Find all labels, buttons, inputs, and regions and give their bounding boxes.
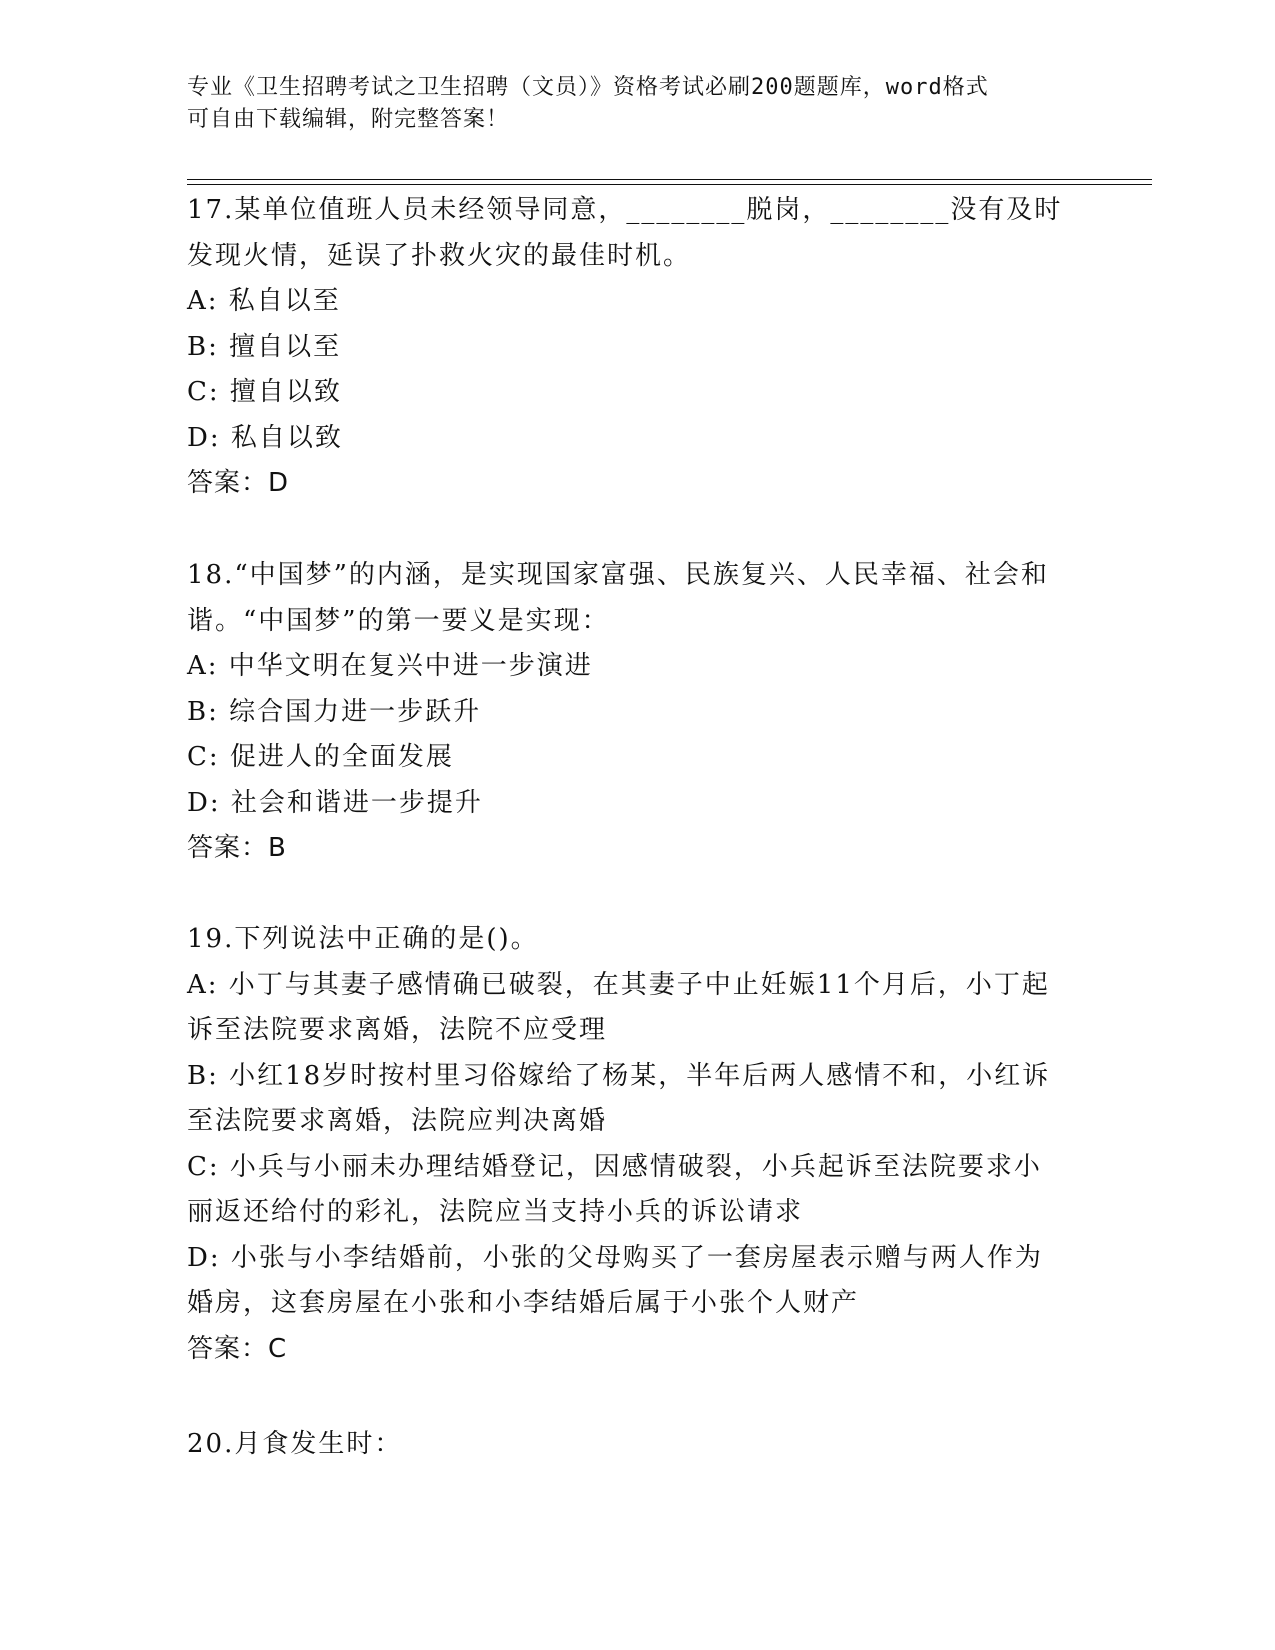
option-c: C: 擅自以致 — [187, 377, 342, 407]
option-c: C: 小兵与小丽未办理结婚登记，因感情破裂，小兵起诉至法院要求小丽返还给付的彩礼，法院应当支持小兵的诉讼请求 — [187, 1151, 1042, 1227]
option-d: D: 社会和谐进一步提升 — [187, 787, 483, 818]
answer-text: 答案：B — [187, 833, 287, 863]
option-b: B: 小红18岁时按村里习俗嫁给了杨某，半年后两人感情不和，小红诉至法院要求离婚，法院应判决离婚 — [187, 1060, 1051, 1136]
option-a: A: 中华文明在复兴中进一步演进 — [187, 651, 593, 681]
header-divider-top — [187, 179, 1152, 180]
option-a: A: 私自以至 — [187, 286, 341, 316]
question-stem: 17.某单位值班人员未经领导同意，________脱岗，________没有及时发现火情，延误了扑救火灾的最佳时机。 — [187, 195, 1063, 271]
question-stem: 20.月食发生时： — [187, 1429, 403, 1459]
header-divider-bottom — [187, 184, 1152, 185]
question-18 — [187, 553, 1067, 872]
option-b: B: 擅自以至 — [187, 331, 342, 362]
option-b: B: 综合国力进一步跃升 — [187, 696, 482, 727]
question-stem: 18.“中国梦”的内涵，是实现国家富强、民族复兴、人民幸福、社会和谐。“中国梦”的第一要义是实现： — [187, 560, 1049, 636]
answer-text: 答案：D — [187, 468, 290, 498]
option-d: D: 私自以致 — [187, 422, 343, 453]
question-19 — [187, 917, 1067, 1372]
option-d: D: 小张与小李结婚前，小张的父母购买了一套房屋表示赠与两人作为婚房，这套房屋在小张和小李结婚后属于小张个人财产 — [187, 1242, 1043, 1318]
document-header — [187, 72, 1067, 136]
question-20 — [187, 1422, 1067, 1468]
option-c: C: 促进人的全面发展 — [187, 742, 454, 772]
header-line-1: 专业《卫生招聘考试之卫生招聘（文员）》资格考试必刷200题题库，word格式 — [187, 75, 989, 100]
answer-text: 答案：C — [187, 1333, 288, 1364]
header-line-2: 可自由下载编辑，附完整答案！ — [187, 107, 510, 132]
question-stem: 19.下列说法中正确的是()。 — [187, 924, 539, 954]
question-17 — [187, 188, 1067, 507]
option-a: A: 小丁与其妻子感情确已破裂，在其妻子中止妊娠11个月后，小丁起诉至法院要求离婚，法院不应受理 — [187, 969, 1050, 1045]
